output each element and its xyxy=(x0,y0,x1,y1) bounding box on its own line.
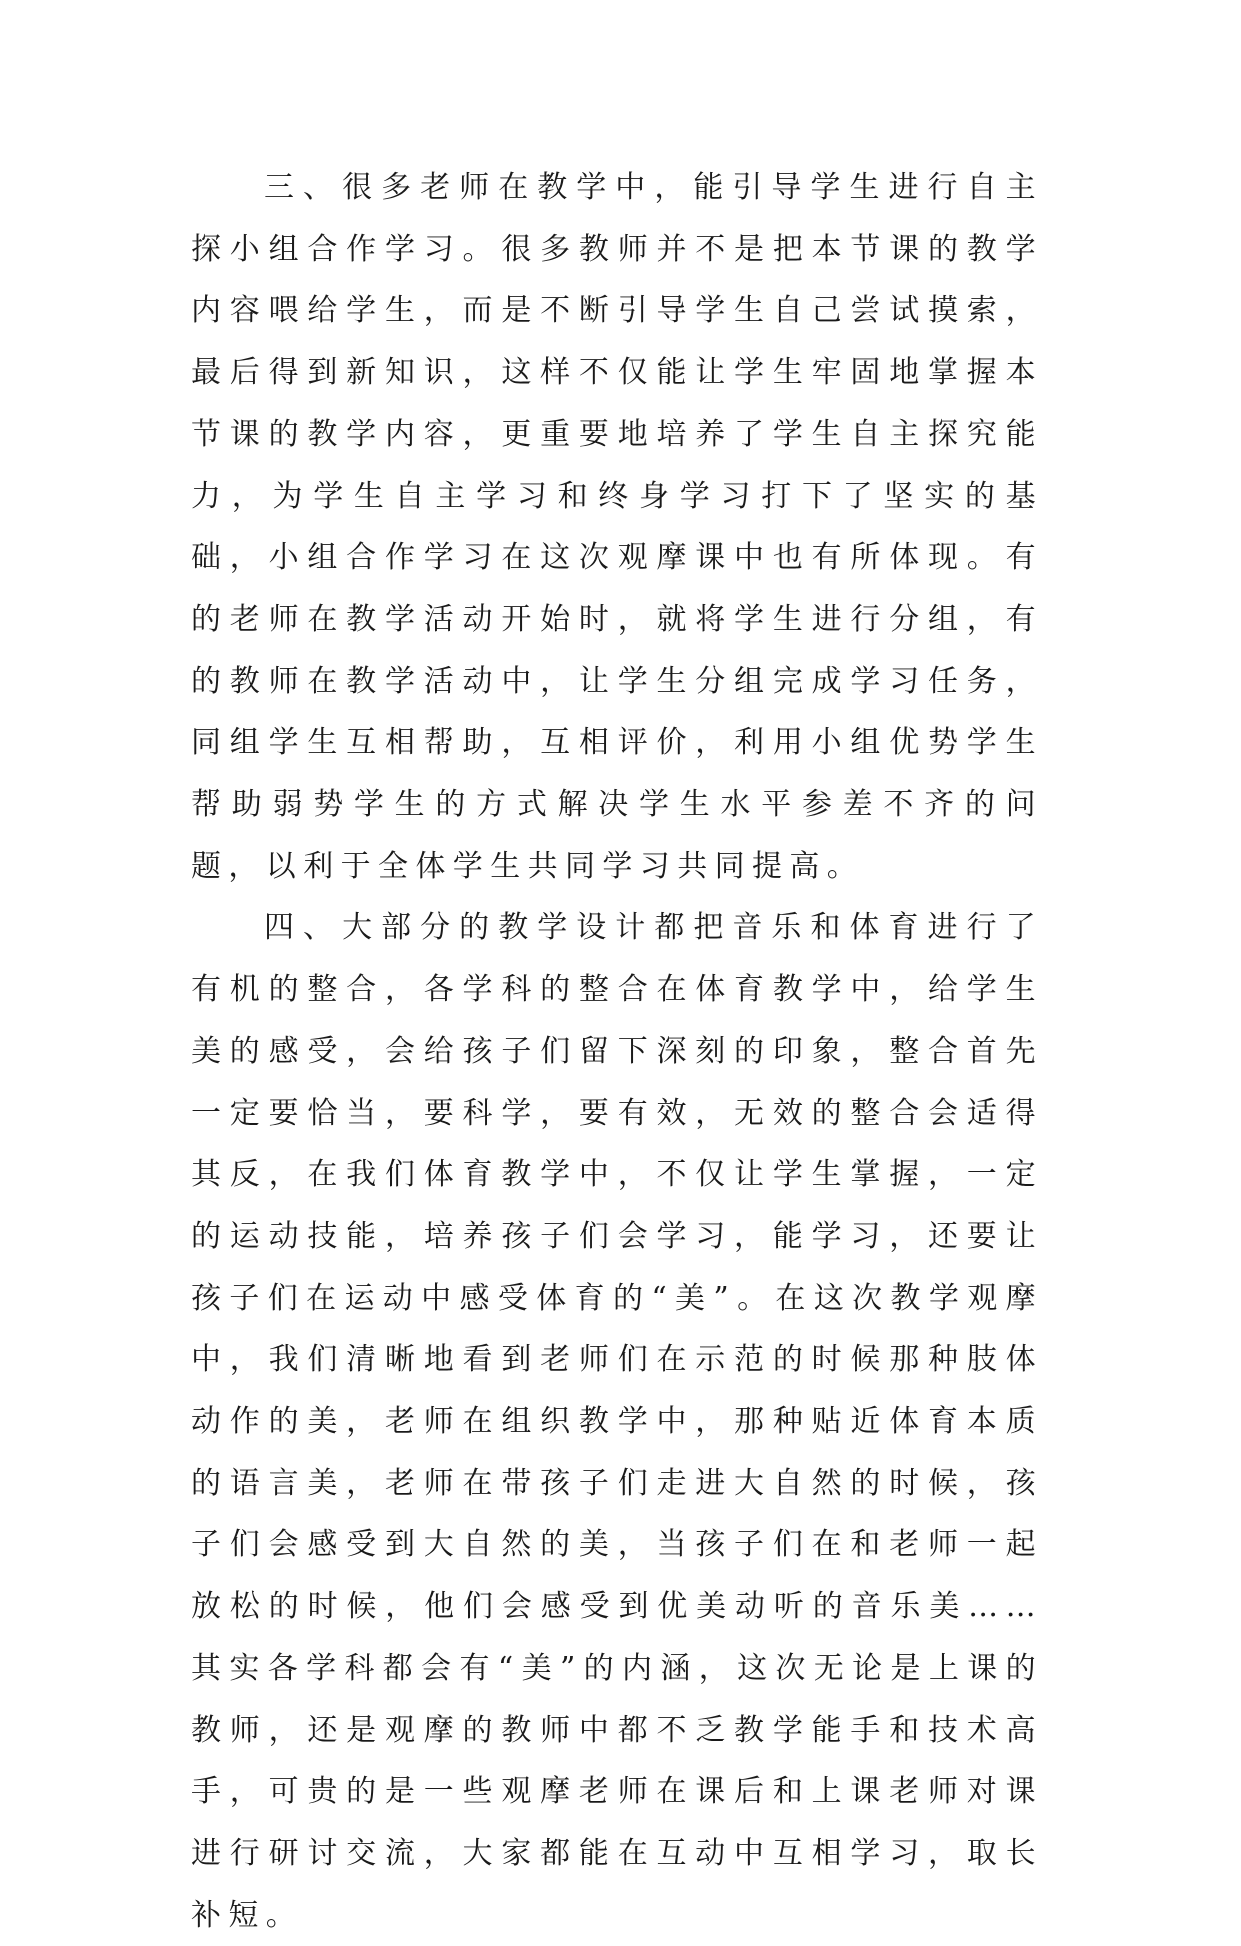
document-body xyxy=(191,157,1043,1946)
paragraph-four-subject-integration: 四、大部分的教学设计都把音乐和体育进行了有机的整合，各学科的整合在体育教学中，给学生美的感受，会给孩子们留下深刻的印象，整合首先一定要恰当，要科学，要有效，无效的整合会适得其反，在我们体育教学中，不仅让学生掌握，一定的运动技能，培养孩子们会学习，能学习，还要让孩子们在运动中感受体育的“美”。在这次教学观摩中，我们清晰地看到老师们在示范的时候那种肢体动作的美，老师在组织教学中，那种贴近体育本质的语言美，老师在带孩子们走进大自然的时候，孩子们会感受到大自然的美，当孩子们在和老师一起放松的时候，他们会感受到优美动听的音乐美……其实各学科都会有“美”的内涵，这次无论是上课的教师，还是观摩的教师中都不乏教学能手和技术高手，可贵的是一些观摩老师在课后和上课老师对课进行研讨交流，大家都能在互动中互相学习，取长补短。 xyxy=(191,910,1043,1933)
paragraph-three-teaching-methods: 三、很多老师在教学中，能引导学生进行自主探小组合作学习。很多教师并不是把本节课的教学内容喂给学生，而是不断引导学生自己尝试摸索，最后得到新知识，这样不仅能让学生牢固地掌握本节课的教学内容，更重要地培养了学生自主探究能力，为学生自主学习和终身学习打下了坚实的基础，小组合作学习在这次观摩课中也有所体现。有的老师在教学活动开始时，就将学生进行分组，有的教师在教学活动中，让学生分组完成学习任务，同组学生互相帮助，互相评价，利用小组优势学生帮助弱势学生的方式解决学生水平参差不齐的问题，以利于全体学生共同学习共同提高。 xyxy=(191,170,1043,884)
